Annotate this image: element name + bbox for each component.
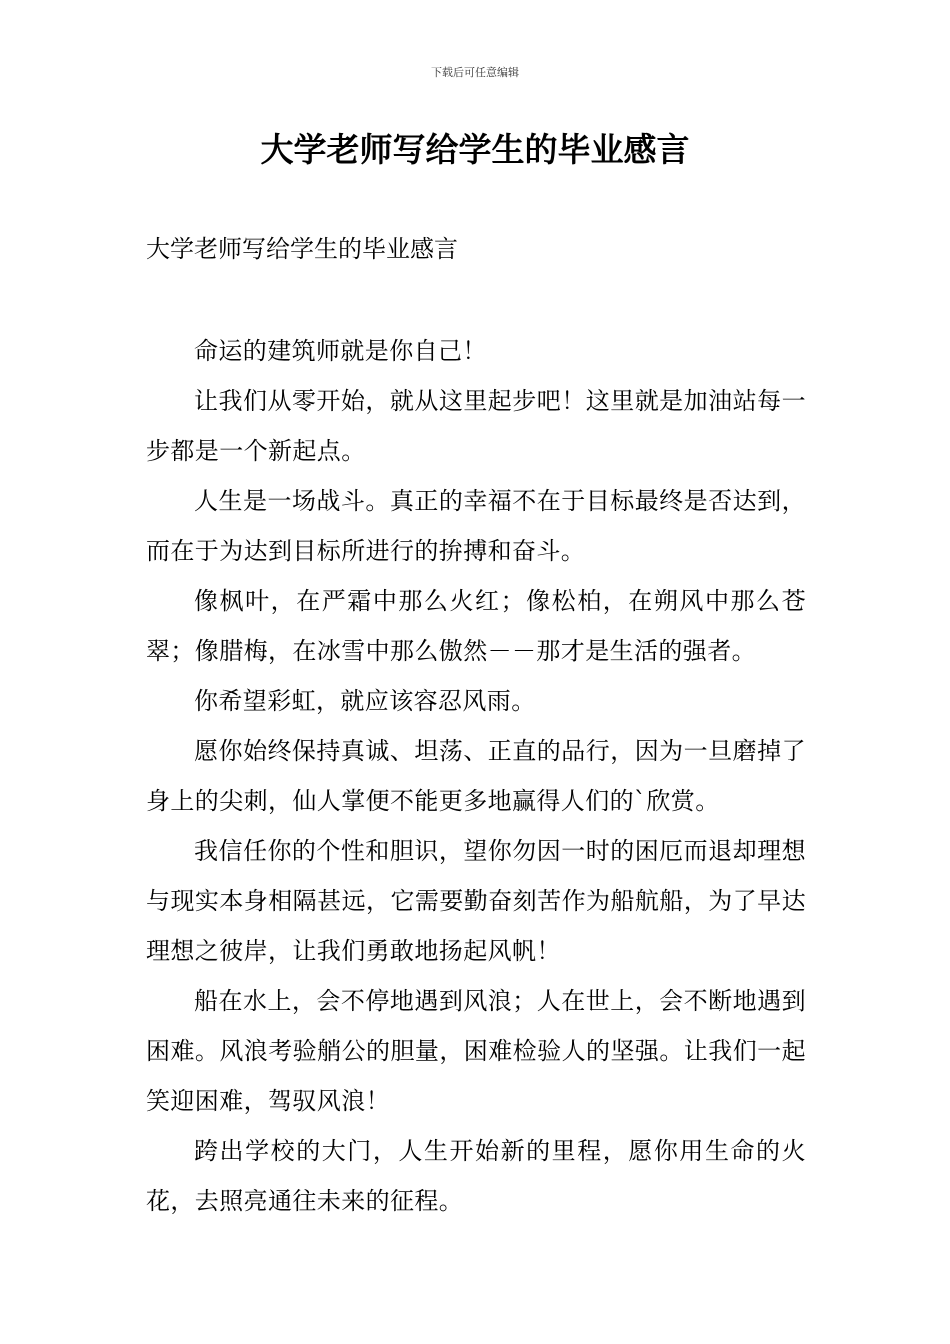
paragraph: 船在水上，会不停地遇到风浪；人在世上，会不断地遇到困难。风浪考验艄公的胆量，困难检验人的坚强。让我们一起笑迎困难，驾驭风浪！ [146,987,806,1115]
document-body [146,326,806,1226]
paragraph: 我信任你的个性和胆识，望你勿因一时的困厄而退却理想与现实本身相隔甚远，它需要勤奋刻苦作为船航船，为了早达理想之彼岸，让我们勇敢地扬起风帆！ [146,837,806,965]
paragraph: 愿你始终保持真诚、坦荡、正直的品行，因为一旦磨掉了身上的尖刺，仙人掌便不能更多地赢得人们的`欣赏。 [146,737,806,815]
document-subtitle: 大学老师写给学生的毕业感言 [146,235,458,263]
page-header-note: 下载后可任意编辑 [431,66,519,79]
paragraph: 跨出学校的大门，人生开始新的里程，愿你用生命的火花，去照亮通往未来的征程。 [146,1137,806,1215]
paragraph: 让我们从零开始，就从这里起步吧！这里就是加油站每一步都是一个新起点。 [146,387,806,465]
paragraph: 人生是一场战斗。真正的幸福不在于目标最终是否达到，而在于为达到目标所进行的拚搏和奋斗。 [146,487,806,565]
paragraph: 你希望彩虹，就应该容忍风雨。 [194,687,536,715]
document-title: 大学老师写给学生的毕业感言 [260,130,690,169]
paragraph: 像枫叶，在严霜中那么火红；像松柏，在朔风中那么苍翠；像腊梅，在冰雪中那么傲然－－那才是生活的强者。 [146,587,806,665]
paragraph: 命运的建筑师就是你自己！ [194,337,487,365]
